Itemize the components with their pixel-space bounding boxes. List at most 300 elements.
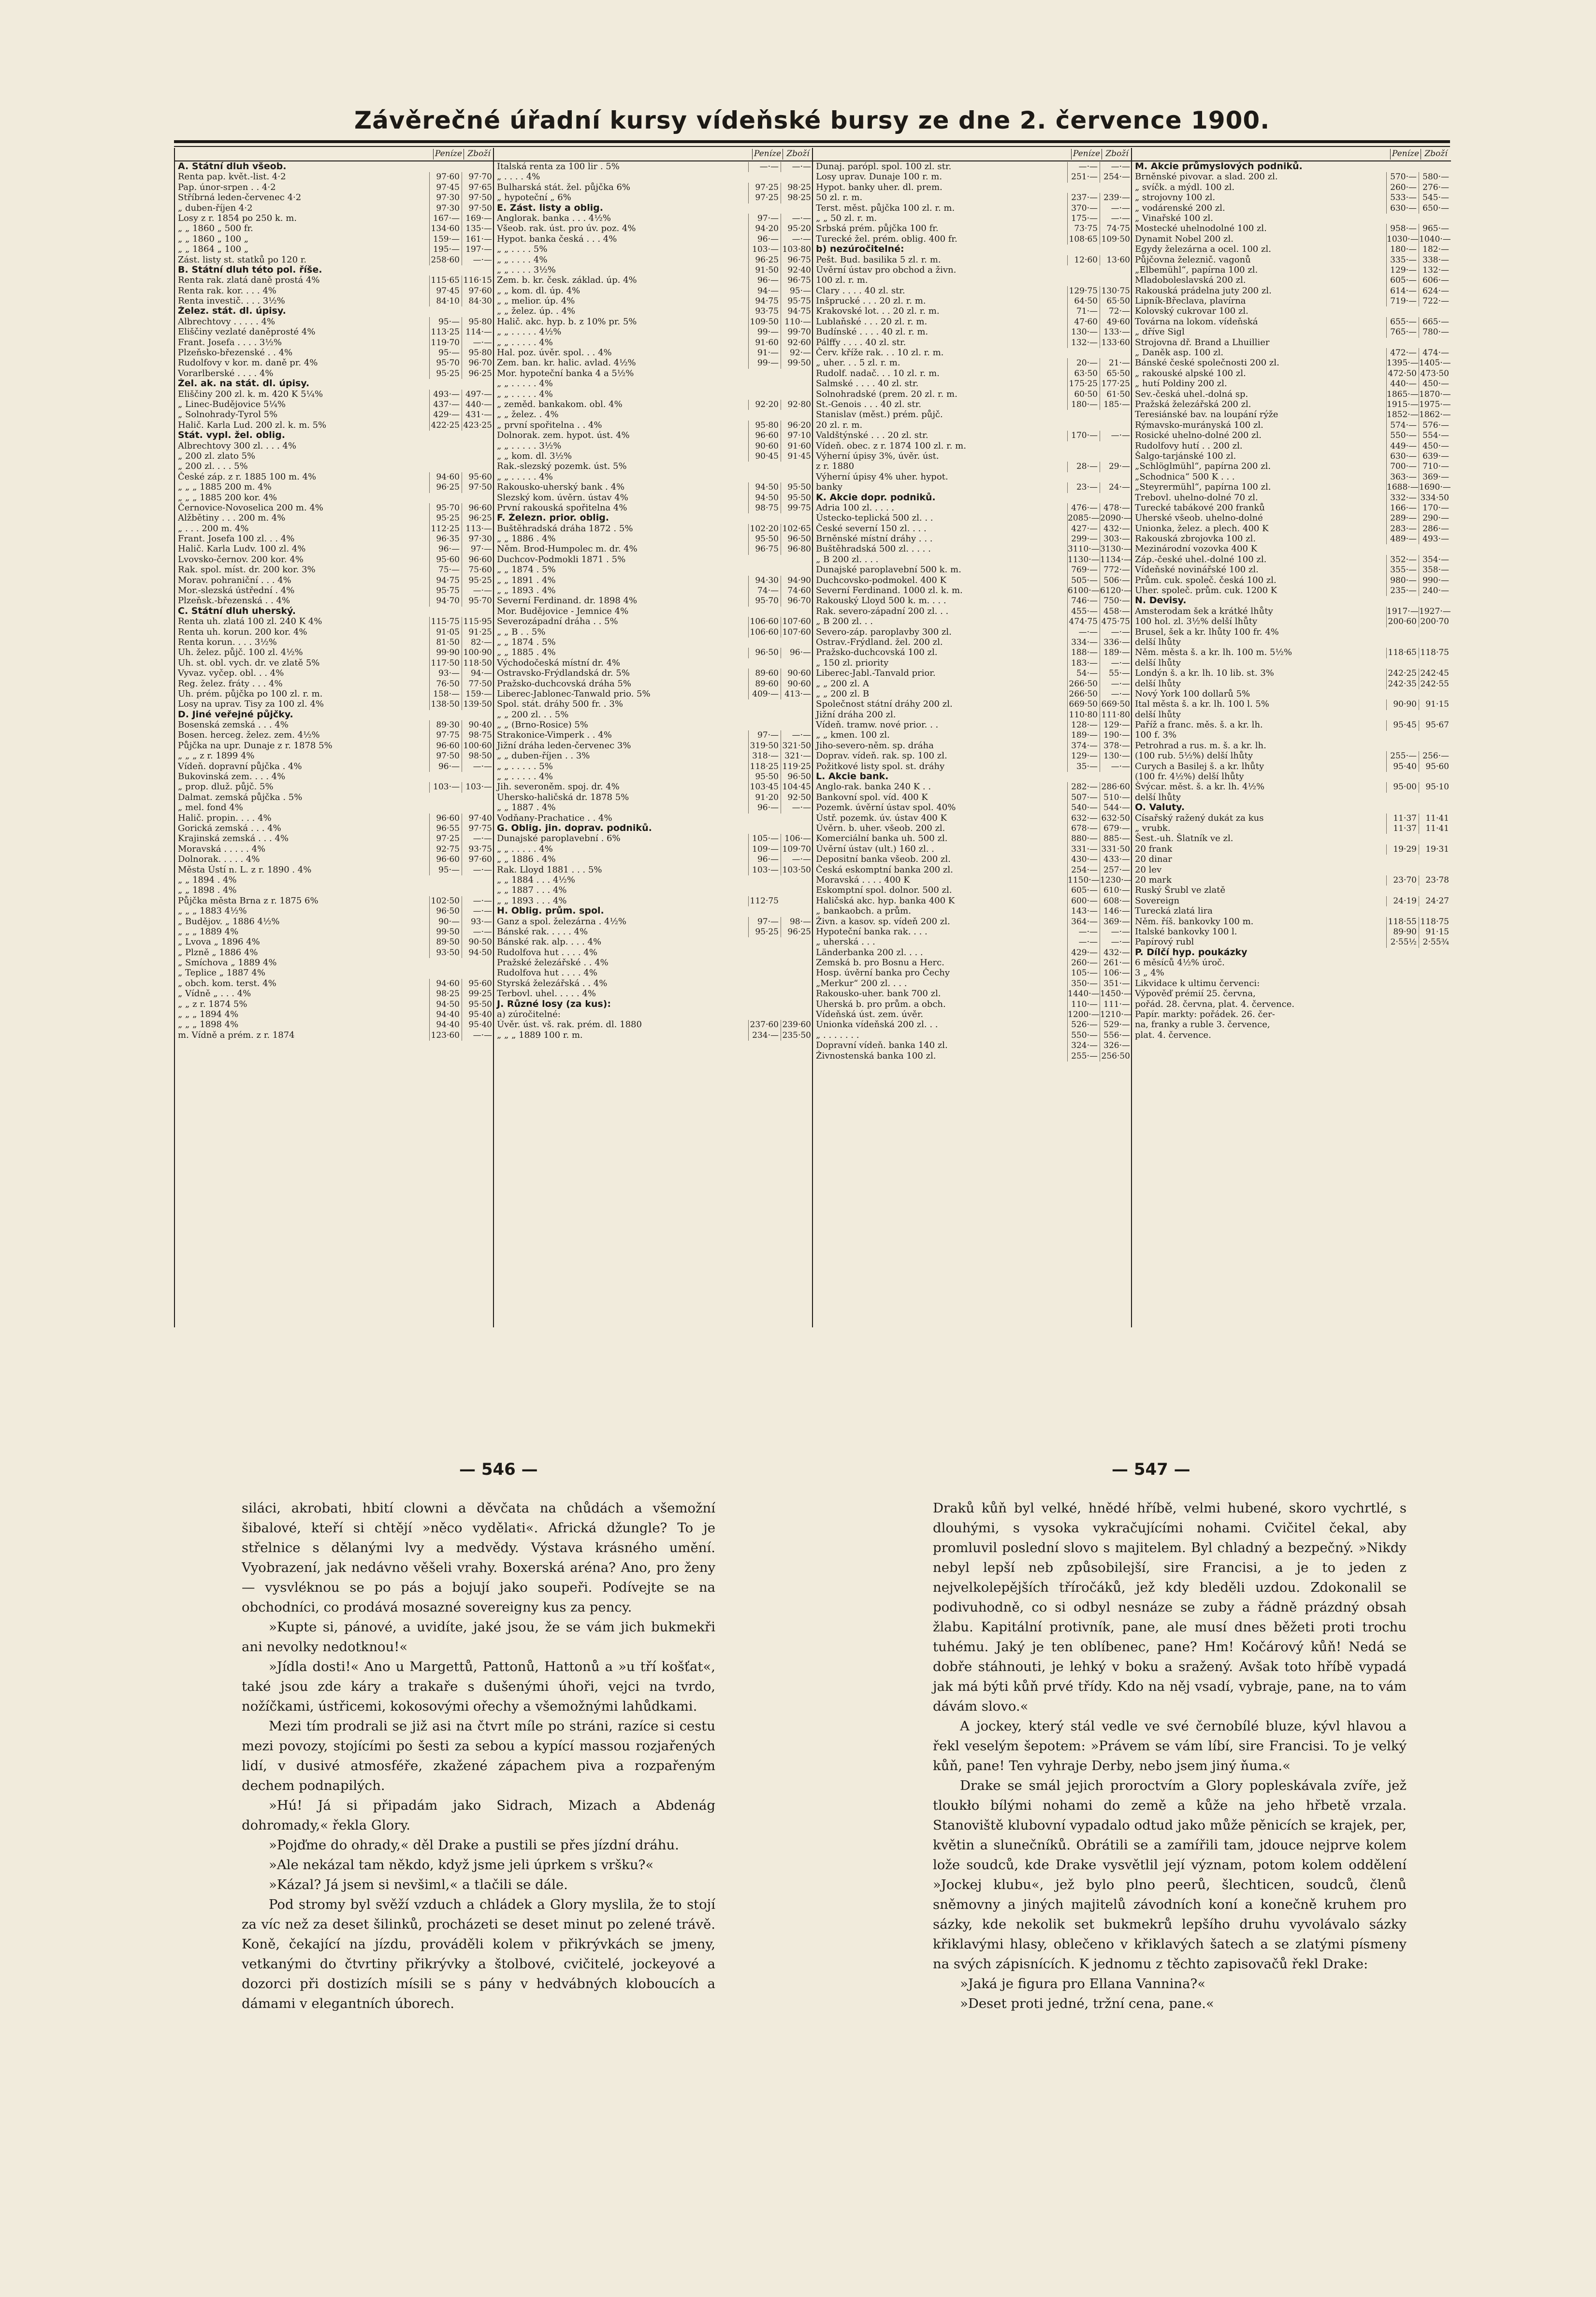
table-row (175, 368, 494, 378)
table-row (494, 833, 813, 843)
table-row (1132, 317, 1451, 327)
price-money: 170·— (1067, 431, 1100, 441)
section-heading (1132, 802, 1451, 813)
table-row (1132, 192, 1451, 203)
table-row (175, 1019, 494, 1030)
security-name: O. Valuty. (1135, 802, 1185, 813)
price-money: 96·60 (429, 741, 462, 751)
table-row (175, 544, 494, 554)
table-row (813, 616, 1132, 626)
price-money: 110·— (1067, 1000, 1100, 1010)
table-row (813, 565, 1132, 575)
price-goods: 235·50 (781, 1031, 813, 1041)
security-name: Valdštýnské . . . 20 zl. str. (816, 430, 929, 441)
price-goods: —·— (1100, 658, 1132, 669)
security-name: „ hypoteční „ 6% (497, 192, 571, 203)
table-row (175, 844, 494, 854)
price-money: 19·29 (1386, 844, 1419, 855)
security-name: Spol. stát. dráhy 500 fr. . 3% (497, 699, 623, 710)
security-name: „Schlöglmühl“, papírna 200 zl. (1135, 461, 1271, 472)
section-heading (813, 244, 1132, 254)
price-goods: 261·— (1100, 958, 1132, 968)
price-goods: —·— (1100, 689, 1132, 699)
price-money: 97·— (748, 730, 781, 741)
price-goods: 169·— (462, 214, 494, 224)
security-name: Styrská železářská . . 4% (497, 978, 608, 989)
table-row (494, 265, 813, 275)
security-name: „ uherská . . . (816, 937, 875, 947)
security-name: Jižní dráha 200 zl. (816, 709, 896, 720)
security-name: Úvěrn. b. uher. všeob. 200 zl. (816, 823, 945, 833)
price-money: 318·— (748, 751, 781, 761)
price-goods: 679·— (1100, 824, 1132, 834)
security-name: „ „ „ 1885 200 m. 4% (178, 482, 272, 493)
price-money: 299·— (1067, 534, 1100, 544)
security-name: Petrohrad a rus. m. š. a kr. lh. (1135, 740, 1266, 751)
price-goods: 93·75 (462, 844, 494, 855)
paragraph: »Jídla dosti!« Ano u Margettů, Pattonů, Hattonů a »u tří košťat«, také jsou zde káry a trakaře s dušenými úhoři, vejci na tvrdo, nožíčkami, ústřicemi, kokosovými ořechy a všemožnými lahůdkami. (242, 1659, 715, 1714)
table-row (494, 461, 813, 471)
price-money: 94·75 (748, 296, 781, 306)
table-row (1132, 430, 1451, 440)
table-row (175, 668, 494, 678)
price-goods: 458·— (1100, 607, 1132, 617)
column-header (175, 148, 494, 161)
table-row (494, 616, 813, 626)
header-zbozi: Zboží (1102, 149, 1132, 159)
table-row (1132, 989, 1451, 999)
table-row (175, 689, 494, 699)
table-row (175, 875, 494, 885)
security-name: Rudolfovy v kor. m. daně pr. 4% (178, 358, 318, 368)
security-name: Zemská b. pro Bosnu a Herc. (816, 958, 944, 968)
price-goods: 103·80 (781, 245, 813, 255)
security-name: „ Daněk asp. 100 zl. (1135, 348, 1224, 358)
price-goods: 474·— (1419, 348, 1451, 358)
security-name: Brněnské pivovar. a slad. 200 zl. (1135, 172, 1278, 182)
table-row (1132, 482, 1451, 492)
price-money: 167·— (429, 214, 462, 224)
table-row (175, 565, 494, 575)
price-money: 1030·— (1387, 234, 1419, 244)
security-name: Papír. markty: pořádek. 26. čer- (1135, 1009, 1275, 1020)
price-goods: 110·— (781, 317, 813, 327)
security-name: „ B 200 zl. . . (816, 616, 873, 627)
price-money: 96·— (429, 762, 462, 772)
price-money: 103·— (748, 865, 781, 875)
table-row (494, 854, 813, 864)
table-row (494, 720, 813, 730)
price-goods: 65·50 (1100, 296, 1132, 306)
price-goods: 97·60 (462, 286, 494, 296)
table-row (1132, 378, 1451, 389)
security-name: „ Lvova „ 1896 4% (178, 937, 260, 947)
table-row (494, 606, 813, 616)
price-money: 129·75 (1067, 286, 1100, 296)
security-name: „ „ 200 zl. . . 5% (497, 709, 569, 720)
security-name: Stanislav (měst.) prém. půjč. (816, 409, 943, 420)
security-name: Reg. želez. fráty . . . 4% (178, 678, 283, 689)
price-goods: 130·75 (1100, 286, 1132, 296)
price-goods: 109·50 (1100, 234, 1132, 245)
security-name: „ „ . . . . . 4% (497, 471, 553, 482)
price-goods: 97·70 (462, 172, 494, 182)
price-money: 550·— (1386, 431, 1419, 441)
price-money: 95·45 (1386, 720, 1419, 730)
security-name: plat. 4. července. (1135, 1030, 1211, 1040)
price-goods: 96·80 (781, 544, 813, 554)
security-name: „ 200 zl. . . . 5% (178, 461, 248, 472)
price-goods: 129·— (1100, 720, 1132, 730)
security-name: Lublaňské . . . 20 zl. r. m. (816, 316, 928, 327)
security-name: Duchcovsko-podmokel. 400 K (816, 575, 946, 585)
price-money: 96·25 (429, 482, 462, 493)
table-row (1132, 637, 1451, 647)
price-money: 132·— (1067, 338, 1100, 348)
price-goods: 97·65 (462, 183, 494, 193)
table-row (494, 255, 813, 265)
price-goods: 114·— (462, 327, 494, 337)
header-penize: Peníze (1390, 149, 1421, 159)
price-money: 113·25 (429, 327, 462, 337)
story-column-left (242, 1498, 715, 2014)
security-name: Länderbanka 200 zl. . . . (816, 947, 923, 958)
security-name: F. Železn. prior. oblig. (497, 513, 609, 523)
table-row (1132, 409, 1451, 420)
table-row (813, 368, 1132, 378)
security-name: Renta rak. kor. . . . 4% (178, 285, 276, 296)
section-heading (1132, 161, 1451, 172)
price-money: 430·— (1067, 855, 1100, 865)
security-name: Ústecko-teplická 500 zl. . . (816, 513, 933, 523)
paragraph: »Pojďme do ohrady,« děl Drake a pustili se přes jízdní dráhu. (269, 1837, 679, 1853)
price-goods: —·— (1100, 204, 1132, 214)
security-name: „ „ 1894 . 4% (178, 874, 237, 885)
price-goods: 102·65 (781, 524, 813, 534)
security-name: Císařský ražený dukát za kus (1135, 813, 1264, 823)
price-goods: 185·— (1100, 400, 1132, 410)
security-name: Ruský Šrubl ve zlatě (1135, 885, 1226, 896)
table-row (494, 865, 813, 875)
security-name: „ obch. kom. terst. 4% (178, 978, 276, 989)
table-row (1132, 368, 1451, 378)
table-row (175, 461, 494, 471)
security-name: „ Vídně „ . . . 4% (178, 989, 251, 999)
price-money: 409·— (748, 689, 781, 699)
price-goods: 440·— (462, 400, 494, 410)
price-money: 96·25 (748, 255, 781, 265)
price-money: 427·— (1067, 524, 1100, 534)
table-row (1132, 503, 1451, 513)
security-name: Dunaj. parópl. spol. 100 zl. str. (816, 161, 952, 172)
price-goods: 96·60 (462, 555, 494, 565)
price-money: 129·— (1386, 265, 1419, 276)
security-name: „ „ . . . . . 4% (497, 389, 553, 399)
price-money: 95·— (429, 348, 462, 358)
security-name: Rak.-slezský pozemk. úst. 5% (497, 461, 627, 472)
price-money: 632·— (1067, 814, 1100, 824)
table-row (1132, 348, 1451, 358)
price-goods: 96·25 (462, 369, 494, 379)
table-row (175, 885, 494, 895)
price-money: 97·45 (429, 183, 462, 193)
table-row (813, 668, 1132, 678)
price-goods: 624·— (1419, 286, 1451, 296)
table-row (1132, 296, 1451, 306)
table-row (494, 420, 813, 430)
table-row (813, 234, 1132, 244)
security-name: „ „ kom. dl. úp. 4% (497, 285, 580, 296)
security-name: Moravská . . . . 400 K (816, 874, 910, 885)
table-row (494, 937, 813, 947)
table-row (813, 679, 1132, 689)
price-goods: 580·— (1419, 172, 1451, 182)
price-money: 94·50 (748, 493, 781, 503)
price-money: 54·— (1067, 669, 1100, 679)
table-row (1132, 668, 1451, 678)
price-goods: 13·60 (1100, 255, 1132, 265)
security-name: Bankovní spol. víd. 400 K (816, 792, 928, 802)
price-money: 96·— (429, 544, 462, 554)
price-money: 90·60 (748, 441, 781, 451)
table-row (1132, 244, 1451, 254)
security-name: Něm. Brod-Humpolec m. dr. 4% (497, 544, 638, 554)
security-name: Dalmat. zemská půjčka . 5% (178, 792, 303, 802)
table-row (175, 523, 494, 534)
paragraph: »Hú! Já si připadám jako Sidrach, Mizach a Abdenág dohromady,« řekla Glory. (242, 1798, 715, 1833)
column-header (813, 148, 1132, 161)
security-name: Zem. b. kr. česk. základ. úp. 4% (497, 275, 637, 286)
security-name: Lvovsko-černov. 200 kor. 4% (178, 554, 304, 565)
security-name: N. Devisy. (1135, 596, 1187, 606)
security-name: Půjčovna železnič. vagonů (1135, 254, 1251, 265)
price-money: 97·30 (429, 193, 462, 203)
table-row (1132, 565, 1451, 575)
price-goods: 97·40 (462, 814, 494, 824)
section-heading (175, 430, 494, 440)
security-name: „ „ 1860 „ 500 fr. (178, 223, 253, 234)
price-money: 94·60 (429, 472, 462, 482)
table-row (813, 802, 1132, 813)
price-money: 98·75 (748, 503, 781, 513)
security-name: H. Oblig. prům. spol. (497, 906, 604, 916)
price-goods: 130·— (1100, 751, 1132, 761)
security-name: Uh. st. obl. vych. dr. ve zlatě 5% (178, 657, 320, 668)
security-name: delší lhůty (1135, 637, 1181, 647)
price-money: 630·— (1386, 204, 1419, 214)
price-goods: 1230·— (1100, 875, 1132, 885)
table-row (813, 606, 1132, 616)
price-money: 605·— (1386, 276, 1419, 286)
security-name: „ „ „ 1889 4% (178, 926, 239, 937)
security-name: Sev.-česká uhel.-dolná sp. (1135, 389, 1248, 399)
security-name: Všeob. rak. úst. pro úv. poz. 4% (497, 223, 636, 234)
price-money: 234·— (748, 1031, 781, 1041)
price-goods: 118·75 (1419, 648, 1451, 658)
paragraph: A jockey, který stál vedle ve své černobílé bluze, kývl hlavou a řekl veselým šepotem: »Právem se vám líbí, sire Francisi. To je velký kůň, pane! Ten vyhraje Derby, nebo jsem jiný ňuma.« (933, 1718, 1407, 1774)
price-money: 493·— (429, 390, 462, 400)
price-money: 1200·— (1068, 1010, 1100, 1020)
header-penize: Peníze (433, 149, 464, 159)
price-money: 96·— (748, 803, 781, 813)
security-name: „ „ 1864 „ 100 „ (178, 244, 249, 255)
price-goods: 96·70 (781, 596, 813, 606)
security-name: Jižní dráha leden-červenec 3% (497, 740, 631, 751)
security-name: Pálffy . . . . 40 zl. str. (816, 337, 906, 348)
price-goods: 111·80 (1100, 710, 1132, 720)
security-name: delší lhůty (1135, 709, 1181, 720)
table-row (1132, 813, 1451, 823)
table-row (813, 409, 1132, 420)
table-row (813, 420, 1132, 430)
table-row (494, 916, 813, 927)
price-money: 94·50 (429, 1000, 462, 1010)
price-money: 97·25 (429, 834, 462, 844)
table-row (175, 244, 494, 254)
security-name: Krajinská zemská . . . 4% (178, 833, 289, 844)
table-row (494, 1009, 813, 1019)
price-goods: 95·50 (781, 482, 813, 493)
price-goods: 473·50 (1419, 369, 1451, 379)
security-name: Česká eskomptní banka 200 zl. (816, 864, 953, 875)
table-row (813, 658, 1132, 668)
price-money: 90·— (429, 917, 462, 927)
security-name: a) zúročitelné: (497, 1009, 561, 1020)
price-money: 1130·— (1068, 554, 1100, 565)
table-row (1132, 937, 1451, 947)
table-row (813, 741, 1132, 751)
security-name: Pražsko-duchcovská dráha 5% (497, 678, 631, 689)
table-row (1132, 606, 1451, 616)
security-name: Srbská prém. půjčka 100 fr. (816, 223, 939, 234)
price-money: —·— (1067, 927, 1100, 937)
price-goods: 94·75 (781, 306, 813, 317)
price-money: 97·60 (429, 172, 462, 182)
table-row (494, 399, 813, 409)
table-row (1132, 275, 1451, 285)
security-name: St.-Genois . . . 40 zl. str. (816, 399, 922, 409)
price-goods: —·— (781, 214, 813, 224)
price-money: 95·50 (748, 772, 781, 782)
security-name: Kolovský cukrovar 100 zl. (1135, 306, 1248, 317)
price-goods: 103·50 (781, 865, 813, 875)
table-row (494, 627, 813, 637)
price-money: 258·60 (429, 255, 462, 265)
security-name: Terbovl. uhel. . . . . 4% (497, 989, 596, 999)
security-name: Eliščiny 200 zl. k. m. 420 K 5¼% (178, 389, 323, 399)
price-money: 96·— (748, 855, 781, 865)
security-name: Doprav. vídeň. rak. sp. 100 zl. (816, 751, 947, 761)
price-money: 95·70 (429, 358, 462, 368)
price-money: 507·— (1067, 793, 1100, 803)
security-name: Ústř. pozemk. úv. ústav 400 K (816, 813, 947, 823)
price-money: 1150·— (1068, 875, 1100, 885)
price-goods: 750·— (1100, 596, 1132, 606)
price-goods: 780·— (1419, 327, 1451, 337)
price-money: 92·75 (429, 844, 462, 855)
security-name: Severo-záp. paroplavby 300 zl. (816, 626, 952, 637)
security-name: Losy na uprav. Tisy za 100 zl. 4% (178, 699, 324, 710)
price-goods: 321·50 (781, 741, 813, 751)
price-goods: —·— (1100, 431, 1132, 441)
price-goods: —·— (462, 927, 494, 937)
price-money: 95·75 (429, 586, 462, 596)
security-name: Úvěr. úst. vš. rak. prém. dl. 1880 (497, 1019, 642, 1030)
security-name: delší lhůty (1135, 657, 1181, 668)
security-name: Sovereign (1135, 895, 1180, 906)
security-name: Uherské všeob. uhelno-dolné (1135, 513, 1263, 523)
security-name: Adria 100 zl. . . . . (816, 502, 895, 513)
security-name: „ první spořitelna . . 4% (497, 420, 602, 430)
price-money: 363·— (1386, 472, 1419, 482)
price-money: 99·— (748, 327, 781, 337)
security-name: Likvidace k ultimu červenci: (1135, 978, 1260, 989)
table-row (1132, 844, 1451, 854)
price-goods: 669·50 (1100, 699, 1132, 710)
table-row (1132, 234, 1451, 244)
price-money: 332·— (1386, 493, 1419, 503)
price-goods: —·— (462, 586, 494, 596)
table-row (813, 999, 1132, 1009)
table-row (813, 906, 1132, 916)
security-name: „ „ 1893 . 4% (497, 585, 556, 596)
security-name: Červ. kříže rak. . . 10 zl. r. m. (816, 348, 944, 358)
price-money: 370·— (1067, 204, 1100, 214)
security-name: Pražsko-duchcovská 100 zl. (816, 647, 938, 658)
table-row (1132, 1019, 1451, 1030)
table-row (813, 327, 1132, 337)
price-goods: —·— (1100, 762, 1132, 772)
table-row (1132, 172, 1451, 182)
price-money: 570·— (1386, 172, 1419, 182)
price-money: 242·35 (1386, 679, 1419, 689)
price-money: 123·60 (429, 1031, 462, 1041)
table-row (1132, 647, 1451, 657)
price-goods: 113·— (462, 524, 494, 534)
security-name: „ duben-říjen 4·2 (178, 203, 253, 213)
table-row (175, 906, 494, 916)
security-name: Pozemk. úvěrní ústav spol. 40% (816, 802, 956, 813)
price-money: 282·— (1067, 782, 1100, 792)
table-row (813, 730, 1132, 740)
security-name: 20 zl. r. m. (816, 420, 863, 430)
table-row (175, 275, 494, 285)
price-goods: 95·67 (1419, 720, 1451, 730)
price-money: 105·— (748, 834, 781, 844)
table-row (813, 503, 1132, 513)
security-name: 100 hol. zl. 3½% delší lhůty (1135, 616, 1258, 627)
price-money: 47·60 (1067, 317, 1100, 327)
security-name: „ 200 zl. zlato 5% (178, 451, 256, 461)
security-name: Brněnské místní dráhy . . . (816, 534, 933, 544)
security-name: „ . . . . 4% (497, 172, 540, 182)
price-money: 242·25 (1386, 669, 1419, 679)
security-name: Rýmavsko-murányská 100 zl. (1135, 420, 1263, 430)
security-name: Půjčka na upr. Dunaje z r. 1878 5% (178, 740, 333, 751)
price-goods: 200·70 (1419, 617, 1451, 627)
table-row (1132, 720, 1451, 730)
security-name: „ hutí Poldiny 200 zl. (1135, 378, 1227, 389)
table-row (1132, 689, 1451, 699)
price-money: 324·— (1067, 1041, 1100, 1051)
table-row (175, 255, 494, 265)
table-row (813, 172, 1132, 182)
price-goods: 239·60 (781, 1020, 813, 1030)
price-money: 175·25 (1067, 379, 1100, 389)
price-money: 11·37 (1386, 824, 1419, 834)
price-goods: —·— (462, 896, 494, 906)
security-name: „ Linec-Budějovice 5¼% (178, 399, 286, 409)
